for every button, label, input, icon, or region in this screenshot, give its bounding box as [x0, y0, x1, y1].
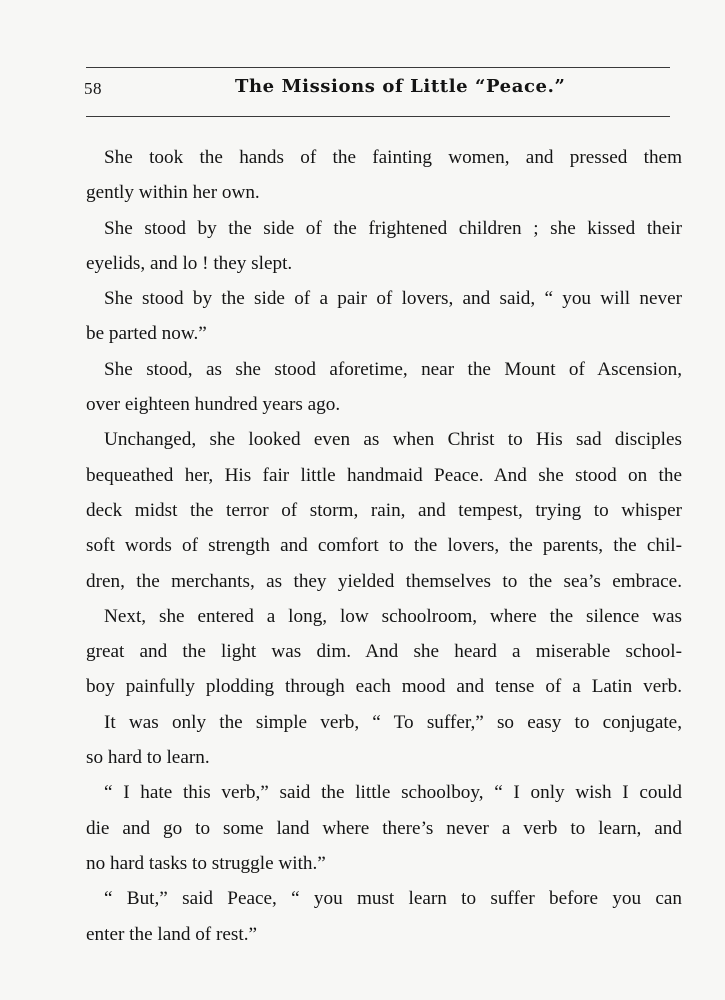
header-rule-bottom [86, 116, 670, 117]
text-line: enter the land of rest.” [86, 923, 258, 945]
text-line: It was only the simple verb, “ To suffer,” so easy to conjugate, [104, 711, 682, 733]
header-rule-top [86, 67, 670, 68]
text-line: “ I hate this verb,” said the little schoolboy, “ I only wish I could [104, 782, 682, 804]
text-line: bequeathed her, His fair little handmaid Peace. And she stood on the [86, 464, 682, 486]
running-title: The Missions of Little “Peace.” [235, 76, 566, 97]
text-line: Unchanged, she looked even as when Christ to His sad disciples [104, 429, 682, 451]
text-line: no hard tasks to struggle with.” [86, 852, 326, 874]
text-line: She stood, as she stood aforetime, near the Mount of Ascension, [104, 358, 682, 380]
text-line: soft words of strength and comfort to the lovers, the parents, the chil- [86, 535, 682, 557]
text-line: over eighteen hundred years ago. [86, 394, 341, 416]
text-line: eyelids, and lo ! they slept. [86, 252, 293, 274]
text-line: She stood by the side of the frightened children ; she kissed their [104, 217, 682, 239]
text-line: gently within her own. [86, 182, 260, 204]
text-line: die and go to some land where there’s never a verb to learn, and [86, 817, 682, 839]
text-line: so hard to learn. [86, 747, 210, 769]
text-line: Next, she entered a long, low schoolroom, where the silence was [104, 605, 682, 627]
text-line: deck midst the terror of storm, rain, and tempest, trying to whisper [86, 499, 682, 521]
body-text [86, 140, 682, 952]
text-line: great and the light was dim. And she heard a miserable school- [86, 641, 682, 663]
text-line: “ But,” said Peace, “ you must learn to suffer before you can [104, 888, 682, 910]
text-line: be parted now.” [86, 323, 207, 345]
text-line: She took the hands of the fainting women, and pressed them [104, 147, 682, 168]
page-number: 58 [84, 79, 102, 98]
text-line: boy painfully plodding through each mood and tense of a Latin verb. [86, 676, 682, 698]
text-line: She stood by the side of a pair of lovers, and said, “ you will never [104, 288, 682, 310]
text-line: dren, the merchants, as they yielded themselves to the sea’s embrace. [86, 570, 682, 592]
